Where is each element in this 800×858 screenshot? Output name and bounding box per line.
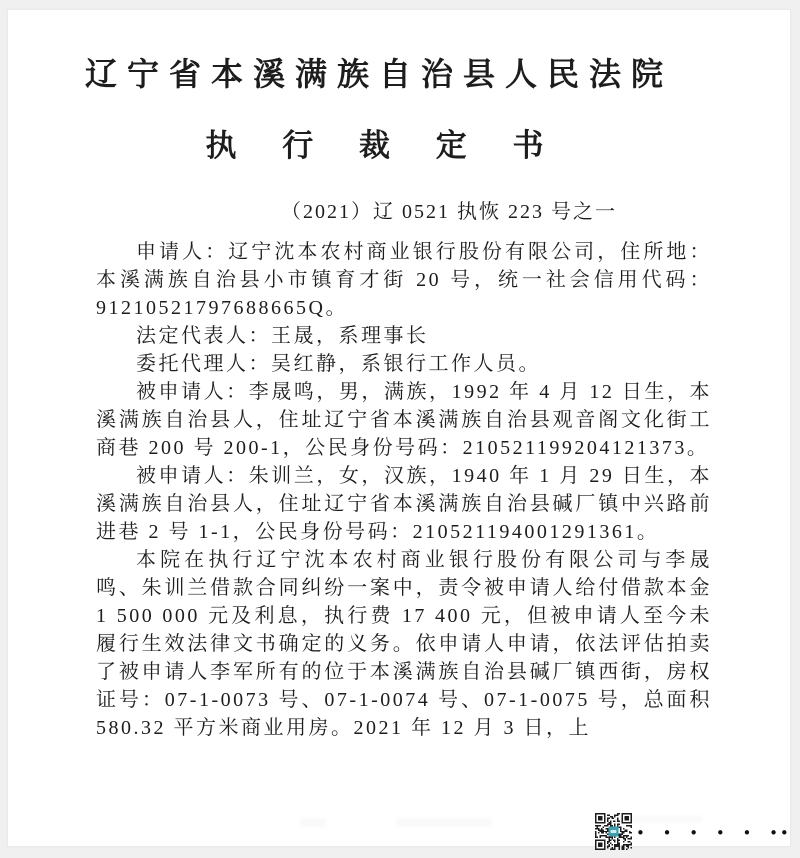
page-bleed-through-mark [396, 818, 492, 827]
paragraph-respondent-2: 被申请人：朱训兰，女，汉族，1940 年 1 月 29 日生，本溪满族自治县人，住址辽宁省本溪满族自治县碱厂镇中兴路前进巷 2 号 1-1，公民身份号码：210521194001291361。 [96, 465, 712, 543]
paragraph-legal-representative: 法定代表人：王晟，系理事长 [136, 325, 429, 347]
paragraph-respondent-1: 被申请人：李晟鸣，男，满族，1992 年 4 月 12 日生，本溪满族自治县人，住址辽宁省本溪满族自治县观音阁文化街工商巷 200 号 200-1，公民身份号码：210521199204121373。 [96, 381, 712, 459]
qr-code-icon [595, 813, 632, 850]
paragraph-applicant: 申请人：辽宁沈本农村商业银行股份有限公司，住所地：本溪满族自治县小市镇育才街 20 号，统一社会信用代码：91210521797688665Q。 [96, 241, 712, 319]
document-content [8, 56, 790, 742]
document-type-title: 执 行 裁 定 书 [205, 128, 563, 163]
paragraph-entrusted-agent: 委托代理人：吴红静，系银行工作人员。 [136, 353, 541, 375]
dot-leaders: • • • • • •• [636, 824, 791, 842]
document-body [96, 238, 712, 742]
case-number: （2021）辽 0521 执恢 223 号之一 [281, 201, 617, 223]
paragraph-case-background: 本院在执行辽宁沈本农村商业银行股份有限公司与李晟鸣、朱训兰借款合同纠纷一案中，责令被申请人给付借款本金 1 500 000 元及利息，执行费 17 400 元，但被申请人至今未履行生效法律文书确定的义务。依申请人申请，依法评估拍卖了被申请人李军所有的位于本溪满族自治县碱厂镇西街，房权证号：07-1-0073 号、07-1-0074 号、07-1-0075 号，总面积 580.32 平方米商业用房。2021 年 12 月 3 日，上 [96, 549, 712, 739]
document-page [8, 10, 790, 846]
court-name-title: 辽宁省本溪满族自治县人民法院 [84, 56, 673, 92]
page-bleed-through-mark [300, 818, 326, 827]
